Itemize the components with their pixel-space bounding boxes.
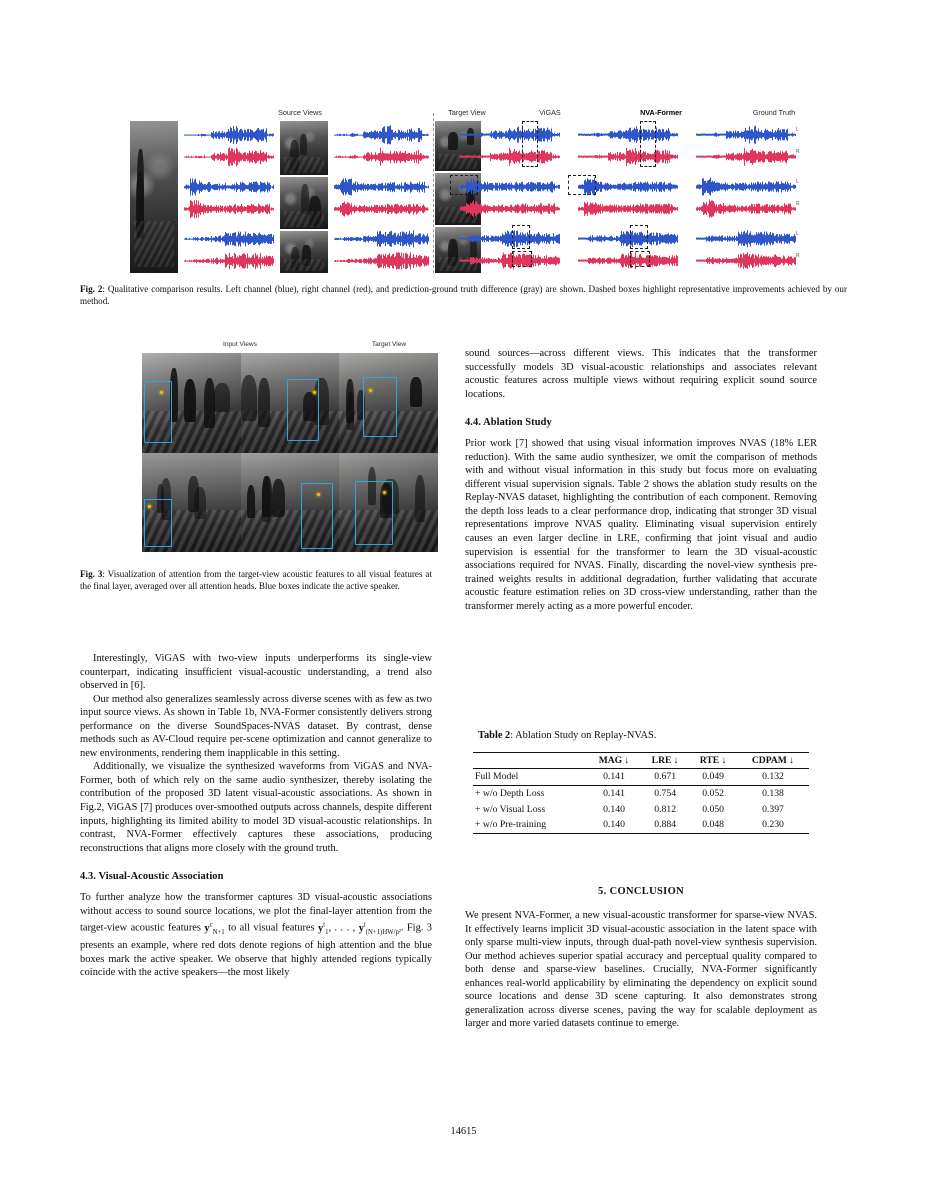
person-silhouette	[241, 375, 257, 421]
table-row-label: + w/o Pre-training	[473, 817, 587, 833]
waveform-trace	[696, 229, 796, 248]
waveform-trace	[460, 251, 560, 270]
table-cell-rte: 0.052	[689, 785, 737, 801]
waveform-trace	[578, 251, 678, 270]
waveform-trace	[578, 125, 678, 144]
figure-2-header-vigas: ViGAS	[539, 108, 561, 117]
figure-2-header-source-views: Source Views	[278, 108, 322, 117]
figure-3	[142, 341, 438, 552]
math-sup-2: t	[323, 921, 326, 929]
math-y-c-n1	[204, 923, 224, 934]
ablation-table-head	[473, 752, 809, 769]
attention-dot	[160, 391, 163, 394]
scene-thumbnail	[280, 177, 328, 229]
math-sub-1: N+1	[212, 928, 225, 936]
waveform-trace	[184, 147, 274, 167]
math-y-t-big	[359, 923, 401, 934]
waveform-trace	[184, 251, 274, 271]
math-sup-1: c	[209, 921, 213, 929]
figure-3-column-headers	[142, 341, 438, 353]
figure-2-header-nva-former: NVA-Former	[640, 108, 682, 117]
left-text-column	[80, 652, 432, 980]
paragraph-visual-acoustic-association	[80, 891, 432, 980]
attention-dot	[313, 391, 316, 394]
person-silhouette	[184, 379, 196, 423]
math-y-t-1	[318, 923, 328, 934]
figure-3-view-panel	[339, 353, 438, 453]
table-cell-cdpam: 0.132	[737, 769, 809, 786]
active-speaker-box	[287, 379, 319, 441]
scene-thumbnail	[280, 231, 328, 273]
figure-3-view-panel	[142, 353, 241, 453]
figure-3-view-panel	[241, 353, 340, 453]
table-header-cdpam: CDPAM ↓	[737, 752, 809, 769]
waveform-channel-tick: L	[796, 231, 799, 237]
table-cell-lre: 0.812	[654, 803, 677, 815]
attention-dot	[317, 493, 320, 496]
vaa-text-mid: to all visual features	[224, 922, 319, 934]
table-row	[473, 817, 809, 833]
table-row	[473, 801, 809, 817]
table-cell-lre: 0.884	[641, 817, 689, 833]
dashed-highlight-box	[512, 251, 532, 267]
waveform-trace	[184, 229, 274, 249]
dashed-highlight-box	[450, 175, 478, 195]
person-silhouette	[290, 140, 299, 172]
figure-2-prediction-panel	[448, 121, 802, 273]
math-sub-3: (N+1)HW/p²	[365, 928, 401, 936]
active-speaker-box	[144, 381, 172, 443]
math-ellipsis: , . . . ,	[328, 922, 359, 934]
right-text-column	[465, 347, 817, 613]
table-cell-mag: 0.141	[587, 785, 641, 801]
person-silhouette	[301, 184, 309, 215]
dashed-highlight-box	[568, 175, 596, 195]
waveform-trace	[184, 199, 274, 219]
person-silhouette	[300, 134, 307, 155]
person-silhouette	[410, 377, 421, 406]
scene-thumbnail	[130, 121, 178, 273]
figure-3-caption	[80, 568, 432, 593]
table-header-rte: RTE ↓	[689, 752, 737, 769]
waveform-trace	[696, 199, 796, 218]
dashed-highlight-box	[640, 121, 656, 167]
waveform-trace	[696, 251, 796, 270]
person-silhouette	[214, 383, 230, 412]
section-heading-4-4: 4.4. Ablation Study	[465, 417, 552, 429]
person-silhouette	[258, 378, 270, 427]
waveform-trace	[334, 229, 429, 249]
person-silhouette	[247, 485, 255, 518]
waveform-trace	[334, 177, 429, 197]
waveform-trace	[578, 199, 678, 218]
waveform-trace	[696, 147, 796, 166]
person-silhouette	[272, 479, 286, 517]
figure-3-header-target-view: Target View	[371, 341, 407, 348]
waveform-channel-tick: L	[796, 127, 799, 133]
math-y-3: y	[358, 922, 364, 934]
waveform-channel-tick: R	[796, 201, 800, 207]
paragraph-waveforms: Additionally, we visualize the synthesized waveforms from ViGAS and NVA-Former, both of which rely on the same audio synthesizer, thereby isolating the contribution of the proposed 3D latent visual-acoustic associations. As shown in Fig.2, ViGAS [7] produces over-smoothed outputs across channels, despite different inputs, highlighting its limited ability to model 3D visual-acoustic relationships. In contrast, NVA-Former effectively captures these associations, producing reconstructions that aligns more closely with the ground truth.	[80, 761, 432, 854]
waveform-channel-tick: L	[796, 179, 799, 185]
paragraph-interestingly: Interestingly, ViGAS with two-view inputs underperforms its single-view counterpart, indicating insufficient visual-acoustic understanding, a trend also observed in [6].	[80, 653, 432, 692]
figure-2-divider	[433, 113, 434, 273]
waveform-trace	[460, 147, 560, 166]
vaa-text-post: . Fig. 3 presents an example, where red dots denote regions of high attention and the blue boxes mark the active speaker. We observe that highly attended regions typically coincide with the active speakers—the most likely	[80, 922, 432, 979]
math-sub-2: 1	[325, 928, 329, 936]
figure-2-header-target-view: Target View	[448, 108, 486, 117]
table-cell-lre: 0.671	[641, 769, 689, 786]
dashed-highlight-box	[512, 225, 530, 249]
table-cell-mag: 0.140	[587, 817, 641, 833]
person-silhouette	[204, 378, 216, 428]
section-heading-4-3: 4.3. Visual-Acoustic Association	[80, 871, 224, 883]
figure-2	[130, 108, 802, 273]
ablation-table	[473, 752, 809, 834]
scene-thumbnail	[280, 121, 328, 175]
math-y-1: y	[204, 922, 210, 934]
figure-2-caption-prefix: Fig. 2	[80, 284, 103, 294]
waveform-trace	[460, 199, 560, 218]
table-cell-cdpam: 0.138	[737, 785, 809, 801]
person-silhouette	[291, 247, 299, 270]
table-2-block	[465, 729, 817, 834]
figure-3-caption-text: : Visualization of attention from the target-view acoustic features to all visual features at the final layer, averaged over all attention heads. Blue boxes indicate the active speaker.	[80, 569, 432, 592]
conclusion-block	[465, 886, 817, 1031]
waveform-trace	[334, 199, 429, 219]
waveform-channel-tick: R	[796, 253, 800, 259]
active-speaker-box	[355, 481, 393, 545]
figure-2-caption	[80, 283, 847, 308]
person-silhouette	[137, 149, 144, 231]
waveform-trace	[334, 125, 429, 145]
waveform-trace	[184, 177, 274, 197]
person-silhouette	[346, 379, 354, 423]
paragraph-ablation: Prior work [7] showed that using visual information improves NVAS (18% LER reduction). With the same audio synthesizer, we omit the comparison of methods with and without visual information in this study but focus more on evaluating different visual supervision signals. Table 2 shows the ablation study results on the Replay-NVAS dataset, highlighting the contribution of each component. Removing the depth loss leads to a clear performance drop, indicating that stronger 3D visual representations improve NVAS quality. Eliminating visual supervision entirely causes an even larger decline in LRE, confirming that joint visual and audio supervision is essential for the transformer to learn the 3D visual-acoustic associations required for NVAS. Finally, discarding the novel-view synthesis pre-trained weights results in additional degradation, further validating that accurate acoustic feature estimation relies on 3D cross-view understanding, rather than the transformer merely acting as a more powerful encoder.	[465, 438, 817, 612]
person-silhouette	[262, 476, 272, 517]
figure-3-view-panel	[339, 453, 438, 553]
dashed-highlight-box	[630, 225, 648, 249]
table-header-blank	[473, 752, 587, 769]
dashed-highlight-box	[630, 251, 650, 267]
waveform-channel-tick: R	[796, 149, 800, 155]
person-silhouette	[309, 196, 321, 225]
waveform-trace	[578, 147, 678, 166]
page-number: 14615	[450, 1126, 477, 1137]
figure-2-column-headers	[130, 108, 802, 121]
table-header-mag: MAG ↓	[587, 752, 641, 769]
table-row-label: + w/o Depth Loss	[473, 785, 587, 801]
dashed-highlight-box	[522, 121, 538, 167]
table-cell-cdpam: 0.397	[762, 803, 784, 815]
table-cell-rte: 0.048	[689, 817, 737, 833]
active-speaker-box	[363, 377, 397, 437]
figure-3-grid	[142, 353, 438, 552]
table-header-row	[473, 752, 809, 769]
figure-2-body	[130, 121, 802, 273]
table-cell-lre: 0.754	[641, 785, 689, 801]
table-cell-rte: 0.050	[702, 803, 724, 815]
table-cell-cdpam: 0.230	[737, 817, 809, 833]
figure-2-caption-text: : Qualitative comparison results. Left channel (blue), right channel (red), and prediction-ground truth difference (gray) are shown. Dashed boxes highlight representative improvements achieved by our method.	[80, 284, 847, 307]
attention-dot	[148, 505, 151, 508]
table-cell-mag: 0.140	[603, 803, 625, 815]
table-cell-mag: 0.141	[587, 769, 641, 786]
person-silhouette	[415, 475, 425, 522]
table-row-label: Full Model	[473, 769, 587, 786]
table-header-lre: LRE ↓	[641, 752, 689, 769]
math-sup-3: t	[363, 921, 366, 929]
paragraph-generalizes: Our method also generalizes seamlessly across diverse scenes with as few as two input source views. As shown in Table 1b, NVA-Former consistently delivers strong performance on the diverse SoundSpaces-NVAS dataset. By contrast, dense methods such as AV-Cloud require per-scene optimization and cannot generalize to new environments, rendering them inapplicable in this setting.	[80, 693, 432, 759]
waveform-trace	[334, 251, 429, 271]
paragraph-conclusion: We present NVA-Former, a new visual-acoustic transformer for sparse-view NVAS. It effectively learns implicit 3D visual-acoustic association in the latent space with only sparse multi-view inputs, through dual-path novel-view synthesis supervision. Our method achieves superior spatial accuracy and perceptual quality compared to both dense and sparse-view baselines. Crucially, NVA-Former significantly enhances real-world applicability by eliminating the dependency on explicit sound source locations and dense 3D scene capturing. It also demonstrates strong generalization across diverse scenes, paving the way for scalable deployment as larger and more varied datasets continue to emerge.	[465, 910, 817, 1030]
figure-3-caption-prefix: Fig. 3	[80, 569, 103, 579]
waveform-trace	[460, 229, 560, 248]
table-2-caption	[465, 729, 817, 743]
section-heading-5: 5. CONCLUSION	[597, 886, 685, 897]
vaa-text-pre: To further analyze how the transformer captures 3D visual-acoustic associations without access to sound source locations, we plot the final-layer attention from the target-view acoustic features	[80, 892, 432, 934]
figure-3-header-input-views: Input Views	[223, 341, 257, 348]
figure-3-view-panel	[142, 453, 241, 553]
ablation-table-body	[473, 769, 809, 833]
figure-2-header-ground-truth: Ground Truth	[752, 108, 796, 117]
table-2-caption-text: : Ablation Study on Replay-NVAS.	[510, 730, 657, 741]
person-silhouette	[188, 476, 199, 511]
table-row-label: + w/o Visual Loss	[475, 803, 546, 815]
waveform-trace	[696, 177, 796, 196]
waveform-trace	[578, 229, 678, 248]
table-cell-rte: 0.049	[689, 769, 737, 786]
table-2-caption-prefix: Table 2	[478, 730, 511, 741]
waveform-trace	[334, 147, 429, 167]
paragraph-sound-sources: sound sources—across different views. This indicates that the transformer successfully models 3D visual-acoustic relationships and associates relevant acoustic features across multiple views without requiring explicit sound source locations.	[465, 348, 817, 400]
attention-dot	[383, 491, 386, 494]
waveform-trace	[184, 125, 274, 145]
person-silhouette	[302, 245, 311, 266]
waveform-trace	[460, 125, 560, 144]
math-y-2: y	[318, 922, 324, 934]
waveform-trace	[696, 125, 796, 144]
figure-2-source-panel	[130, 121, 470, 273]
figure-3-view-panel	[241, 453, 340, 553]
table-row	[473, 769, 809, 786]
table-row	[473, 785, 809, 801]
